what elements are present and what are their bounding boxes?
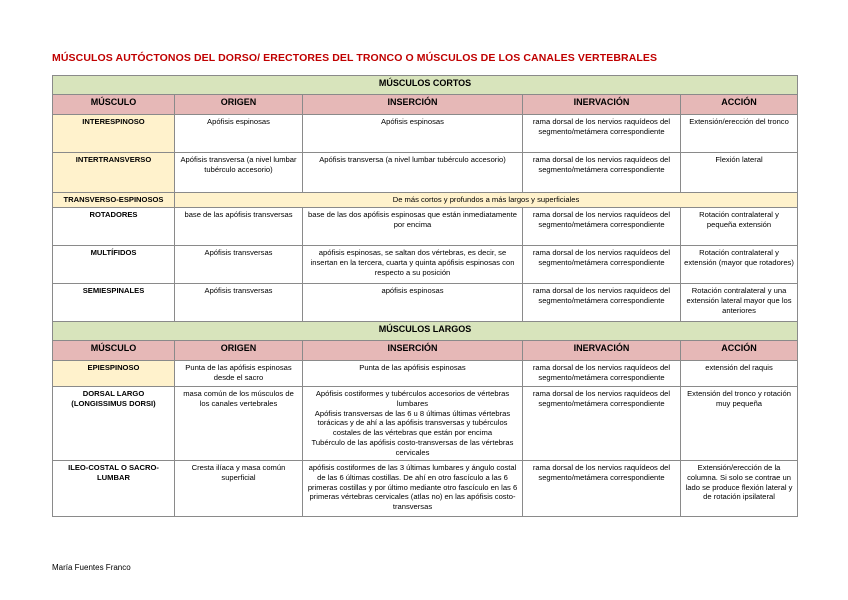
muscle-name: INTERTRANSVERSO <box>53 153 175 193</box>
column-header-action: ACCIÓN <box>681 340 798 360</box>
origin-cell: base de las apófisis transversas <box>175 207 303 245</box>
column-header-row <box>53 340 798 360</box>
action-cell: Rotación contralateral y extensión (mayor que rotadores) <box>681 245 798 283</box>
action-cell: extensión del raquis <box>681 360 798 386</box>
innervation-cell: rama dorsal de los nervios raquídeos del segmento/metámera correspondiente <box>523 115 681 153</box>
origin-cell: Apófisis espinosas <box>175 115 303 153</box>
column-header-action: ACCIÓN <box>681 95 798 115</box>
table-row-ileo-costal <box>53 460 798 516</box>
origin-cell: Apófisis transversa (a nivel lumbar tubérculo accesorio) <box>175 153 303 193</box>
insertion-line: Apófisis costiformes y tubérculos accesorios de vértebras lumbares <box>315 388 510 408</box>
insertion-cell: Apófisis espinosas <box>303 115 523 153</box>
footer-author: María Fuentes Franco <box>52 563 131 572</box>
table-row-transverso-espinosos <box>53 193 798 208</box>
origin-cell: Apófisis transversas <box>175 283 303 321</box>
muscle-name: ILEO-COSTAL O SACRO-LUMBAR <box>53 460 175 516</box>
innervation-cell: rama dorsal de los nervios raquídeos del segmento/metámera correspondiente <box>523 283 681 321</box>
table-row-dorsal-largo <box>53 386 798 460</box>
column-header-muscle: MÚSCULO <box>53 340 175 360</box>
muscle-name: MULTÍFIDOS <box>53 245 175 283</box>
origin-cell: masa común de los músculos de los canales vertebrales <box>175 386 303 460</box>
innervation-cell: rama dorsal de los nervios raquídeos del segmento/metámera correspondiente <box>523 153 681 193</box>
action-cell: Rotación contralateral y pequeña extensión <box>681 207 798 245</box>
column-header-insertion: INSERCIÓN <box>303 340 523 360</box>
insertion-cell: apófisis espinosas, se saltan dos vértebras, es decir, se insertan en la tercera, cuarta y quinta apófisis espinosas con respecto a su posición <box>303 245 523 283</box>
column-header-innervation: INERVACIÓN <box>523 340 681 360</box>
origin-cell: Punta de las apófisis espinosas desde el sacro <box>175 360 303 386</box>
table-row-epiespinoso <box>53 360 798 386</box>
table-row-semiespinales <box>53 283 798 321</box>
insertion-cell <box>303 386 523 460</box>
innervation-cell: rama dorsal de los nervios raquídeos del segmento/metámera correspondiente <box>523 207 681 245</box>
origin-cell: Cresta ilíaca y masa común superficial <box>175 460 303 516</box>
action-cell: Extensión/erección del tronco <box>681 115 798 153</box>
muscles-table <box>52 75 798 517</box>
origin-cell: Apófisis transversas <box>175 245 303 283</box>
action-cell: Flexión lateral <box>681 153 798 193</box>
insertion-cell: Punta de las apófisis espinosas <box>303 360 523 386</box>
table-row-intertransverso <box>53 153 798 193</box>
column-header-insertion: INSERCIÓN <box>303 95 523 115</box>
action-cell: Extensión/erección de la columna. Si solo se contrae un lado se produce flexión lateral y de rotación ipsilateral <box>681 460 798 516</box>
table-row-interespinoso <box>53 115 798 153</box>
muscle-name: DORSAL LARGO (LONGISSIMUS DORSI) <box>53 386 175 460</box>
insertion-cell: apófisis costiformes de las 3 últimas lumbares y ángulo costal de las 6 últimas costillas. De ahí en otro fascículo a las 6 primeras costillas y por último mediante otro fascículo en las 6 primeras vértebras cervicales (atlas no) en las apófisis costo-transversas <box>303 460 523 516</box>
muscle-name: INTERESPINOSO <box>53 115 175 153</box>
column-header-row <box>53 95 798 115</box>
muscle-name: SEMIESPINALES <box>53 283 175 321</box>
insertion-cell: apófisis espinosas <box>303 283 523 321</box>
insertion-cell: base de las dos apófisis espinosas que están inmediatamente por encima <box>303 207 523 245</box>
innervation-cell: rama dorsal de los nervios raquídeos del segmento/metámera correspondiente <box>523 386 681 460</box>
table-row-multifidos <box>53 245 798 283</box>
insertion-line: Apófisis transversas de las 6 u 8 últimas últimas vértebras torácicas y de ahí a las apófisis transversas y tubérculos costales de las vértebras que están por encima <box>314 408 511 438</box>
section-header-long <box>53 321 798 340</box>
innervation-cell: rama dorsal de los nervios raquídeos del segmento/metámera correspondiente <box>523 245 681 283</box>
section-title: MÚSCULOS CORTOS <box>53 76 798 95</box>
action-cell: Extensión del tronco y rotación muy pequeña <box>681 386 798 460</box>
muscle-group-name: TRANSVERSO-ESPINOSOS <box>53 193 175 208</box>
column-header-muscle: MÚSCULO <box>53 95 175 115</box>
action-cell: Rotación contralateral y una extensión lateral mayor que los anteriores <box>681 283 798 321</box>
column-header-origin: ORIGEN <box>175 340 303 360</box>
muscle-group-note: De más cortos y profundos a más largos y superficiales <box>175 193 798 208</box>
column-header-innervation: INERVACIÓN <box>523 95 681 115</box>
innervation-cell: rama dorsal de los nervios raquídeos del segmento/metámera correspondiente <box>523 460 681 516</box>
page-title: MÚSCULOS AUTÓCTONOS DEL DORSO/ ERECTORES DEL TRONCO O MÚSCULOS DE LOS CANALES VERTEBRALES <box>52 52 658 64</box>
innervation-cell: rama dorsal de los nervios raquídeos del segmento/metámera correspondiente <box>523 360 681 386</box>
insertion-line: Tubérculo de las apófisis costo-transversas de las vértebras cervicales <box>311 438 514 458</box>
muscle-name: ROTADORES <box>53 207 175 245</box>
muscle-name: EPIESPINOSO <box>53 360 175 386</box>
section-title: MÚSCULOS LARGOS <box>53 321 798 340</box>
insertion-cell: Apófisis transversa (a nivel lumbar tubérculo accesorio) <box>303 153 523 193</box>
section-header-short <box>53 76 798 95</box>
table-row-rotadores <box>53 207 798 245</box>
column-header-origin: ORIGEN <box>175 95 303 115</box>
